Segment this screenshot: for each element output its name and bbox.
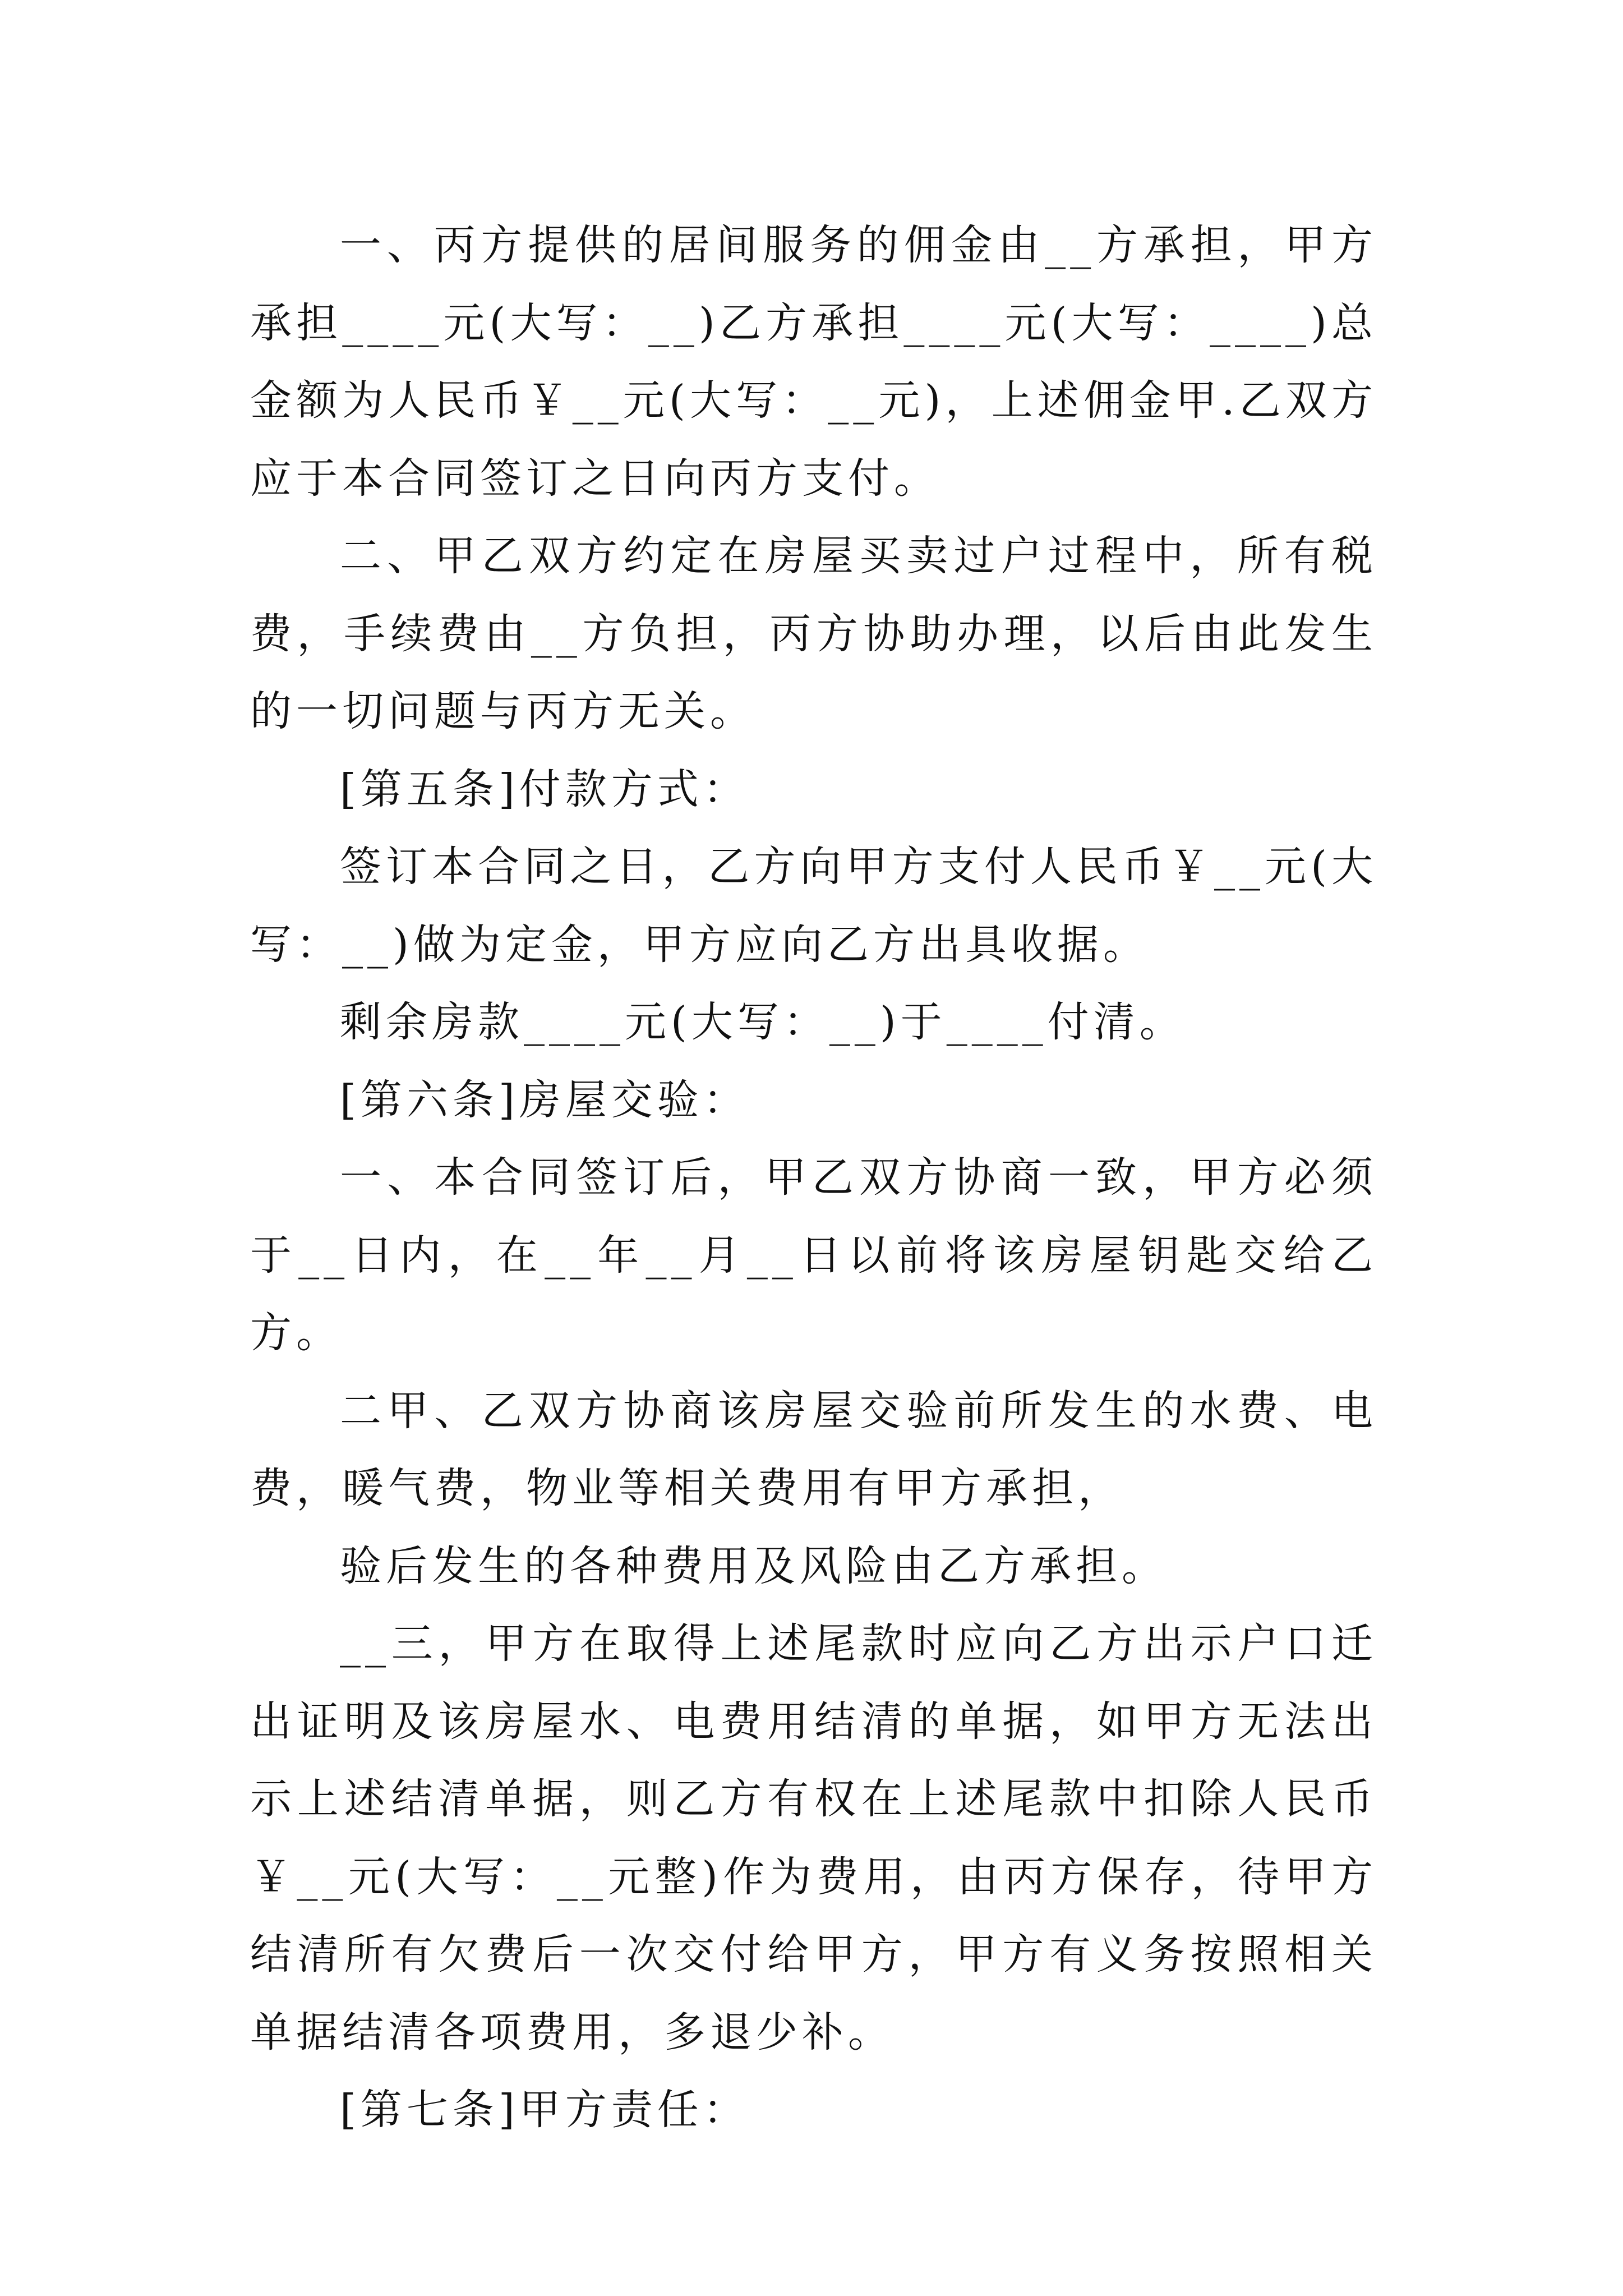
document-body: [250, 206, 1377, 2149]
paragraph-key-handover: 一、本合同签订后，甲乙双方协商一致，甲方必须于__日内，在__年__月__日以前将该房屋钥匙交给乙方。: [250, 1153, 1377, 1357]
article-7-heading: [第七条]甲方责任：: [340, 2086, 749, 2134]
paragraph-settlement-documents: __三，甲方在取得上述尾款时应向乙方出示户口迁出证明及该房屋水、电费用结清的单据，如甲方无法出示上述结清单据，则乙方有权在上述尾款中扣除人民币￥__元(大写：__元整)作为费用，由丙方保存，待甲方结清所有欠费后一次交付给甲方，甲方有义务按照相关单据结清各项费用，多退少补。: [250, 1619, 1377, 2056]
paragraph-utility-costs: 二甲、乙双方协商该房屋交验前所发生的水费、电费，暖气费，物业等相关费用有甲方承担，: [250, 1386, 1377, 1512]
paragraph-deposit: 签订本合同之日，乙方向甲方支付人民币￥__元(大写：__)做为定金，甲方应向乙方出具收据。: [250, 843, 1377, 969]
paragraph-taxes-fees: 二、甲乙双方约定在房屋买卖过户过程中，所有税费，手续费由__方负担，丙方协助办理，以后由此发生的一切问题与丙方无关。: [250, 532, 1377, 735]
article-6-heading: [第六条]房屋交验：: [340, 1075, 749, 1124]
article-5-heading: [第五条]付款方式：: [340, 765, 749, 813]
paragraph-remaining-payment: 剩余房款____元(大写：__)于____付清。: [340, 998, 1186, 1046]
paragraph-commission: 一、丙方提供的居间服务的佣金由__方承担，甲方承担____元(大写：__)乙方承担____元(大写：____)总金额为人民币￥__元(大写：__元)，上述佣金甲.乙双方应于本合同签订之日向丙方支付。: [250, 221, 1377, 503]
paragraph-post-inspection-costs: 验后发生的各种费用及风险由乙方承担。: [340, 1542, 1168, 1590]
